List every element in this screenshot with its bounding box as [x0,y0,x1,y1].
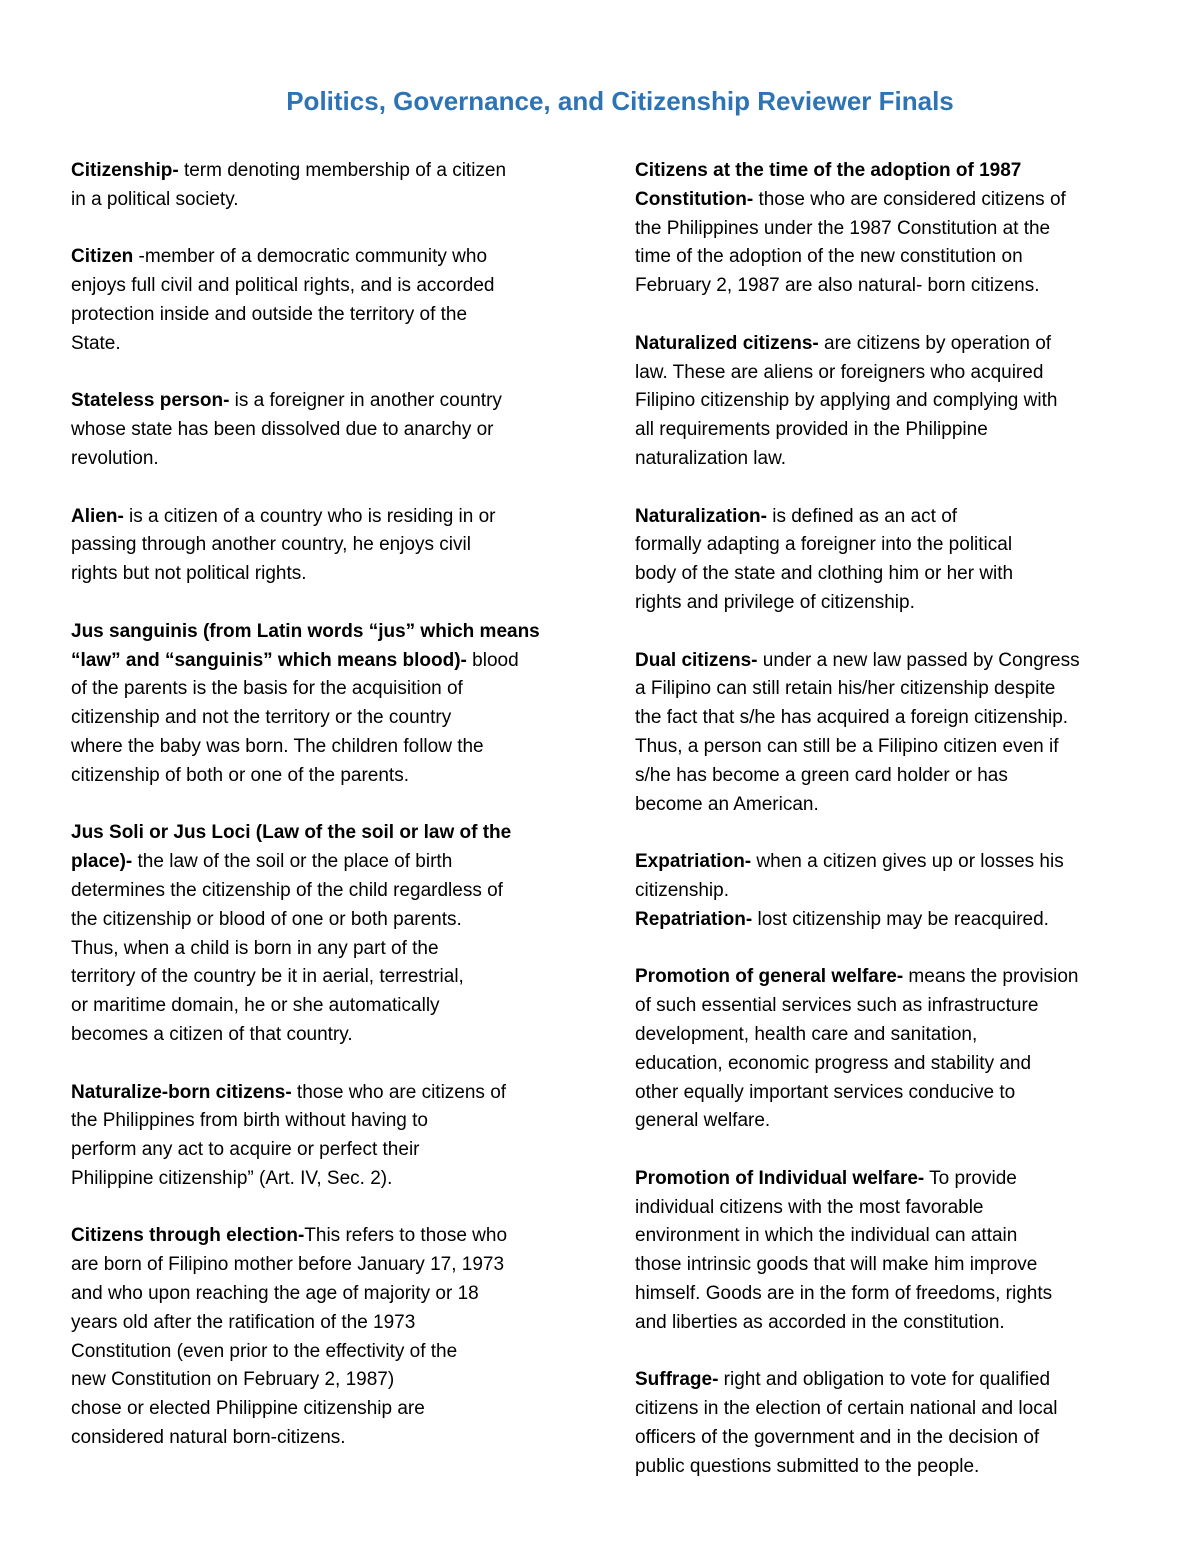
definition-term: Naturalization- [635,505,767,527]
definition-term: Jus Soli or Jus Loci (Law of the soil or law of the place)- [71,822,512,873]
definition-text: lost citizenship may be reacquired. [752,908,1049,930]
definition-text: those who are considered citizens of the Philippines under the 1987 Constitution at the time of the adoption of the new constitution on February 2, 1987 are also natural- born citizens. [635,188,1066,297]
definition-term: Stateless person- [71,390,230,412]
definition-text: when a citizen gives up or losses his citizenship. [635,851,1064,901]
definition-citizens-through-election [71,1222,571,1452]
definition-text: under a new law passed by Congress a Filipino can still retain his/her citizenship despite the fact that s/he has acquired a foreign citizenship. Thus, a person can still be a Filipino citizen even if s/he has become a green card holder or has become an American. [635,649,1080,815]
definition-term: Expatriation- [635,851,752,873]
definition-alien [71,503,571,589]
definition-term: Promotion of Individual welfare- [635,1167,925,1189]
definition-expatriation [635,848,1135,906]
definition-term: Promotion of general welfare- [635,966,904,988]
definition-term: Repatriation- [635,908,753,930]
definition-general-welfare [635,963,1135,1136]
definition-term: Suffrage- [635,1369,719,1391]
definition-term: Citizenship- [71,160,179,181]
definition-jus-sanguinis [71,618,571,791]
definition-text: This refers to those who are born of Filipino mother before January 17, 1973 and who upon reaching the age of majority or 18 years old after the ratification of the 1973 Constitution (even prior to the effectivity of the new Constitution on February 2, 1987) chose or elected Philippine citizenship are considered natural born-citizens. [71,1225,508,1449]
left-column [71,157,571,1482]
definition-text: is a foreigner in another country whose state has been dissolved due to anarchy or revolution. [71,390,502,469]
definition-naturalized-citizens [635,330,1135,474]
definition-term: Naturalize-born citizens- [71,1081,292,1103]
definition-text: means the provision of such essential services such as infrastructure development, health care and sanitation, education, economic progress and stability and other equally important services conducive to general welfare. [635,966,1079,1132]
definition-text: are citizens by operation of law. These are aliens or foreigners who acquired Filipino citizenship by applying and complying with all requirements provided in the Philippine naturalization law. [635,332,1058,469]
definition-text: term denoting membership of a citizen in a political society. [71,160,507,210]
definition-naturalize-born-citizens [71,1079,571,1194]
definition-citizens-at-adoption [635,157,1135,301]
definition-suffrage [635,1366,1135,1481]
definition-jus-soli [71,819,571,1049]
definition-text: those who are citizens of the Philippines from birth without having to perform any act to acquire or perfect their Philippine citizenship” (Art. IV, Sec. 2). [71,1081,507,1189]
definition-term: Citizens at the time of the adoption of 1987 Constitution- [635,160,1022,210]
definition-text: To provide individual citizens with the most favorable environment in which the individual can attain those intrinsic goods that will make him improve himself. Goods are in the form of freedoms, rights and liberties as accorded in the constitution. [635,1167,1053,1333]
definition-individual-welfare [635,1165,1135,1338]
definition-term: Citizen [71,246,134,268]
definition-citizenship [71,157,571,215]
right-column [635,157,1135,1510]
definition-text: right and obligation to vote for qualified citizens in the election of certain national and local officers of the government and in the decision of public questions submitted to the people. [635,1369,1058,1477]
definition-term: Alien- [71,505,124,527]
definition-naturalization [635,503,1135,618]
definition-citizen [71,243,571,358]
definition-dual-citizens [635,647,1135,820]
definition-stateless-person [71,387,571,473]
definition-term: Jus sanguinis (from Latin words “jus” which means “law” and “sanguinis” which means blood)- [71,620,540,671]
definition-text: -member of a democratic community who enjoys full civil and political rights, and is accorded protection inside and outside the territory of the State. [71,246,495,354]
definition-term: Dual citizens- [635,649,758,671]
definition-text: is defined as an act of formally adapting a foreigner into the political body of the state and clothing him or her with rights and privilege of citizenship. [635,505,1014,613]
definition-term: Naturalized citizens- [635,332,819,354]
definition-text: the law of the soil or the place of birth determines the citizenship of the child regardless of the citizenship or blood of one or both parents. Thus, when a child is born in any part of the territory of the country be it in aerial, terrestrial, or maritime domain, he or she automatically becomes a citizen of that country. [71,851,503,1045]
document-title: Politics, Governance, and Citizenship Reviewer Finals [286,86,954,116]
definition-term: Citizens through election- [71,1225,305,1247]
definition-text: is a citizen of a country who is residing in or passing through another country, he enjoys civil rights but not political rights. [71,505,496,585]
definition-repatriation [635,906,1135,935]
definition-text: blood of the parents is the basis for the acquisition of citizenship and not the territory or the country where the baby was born. The children follow the citizenship of both or one of the parents. [71,649,519,786]
